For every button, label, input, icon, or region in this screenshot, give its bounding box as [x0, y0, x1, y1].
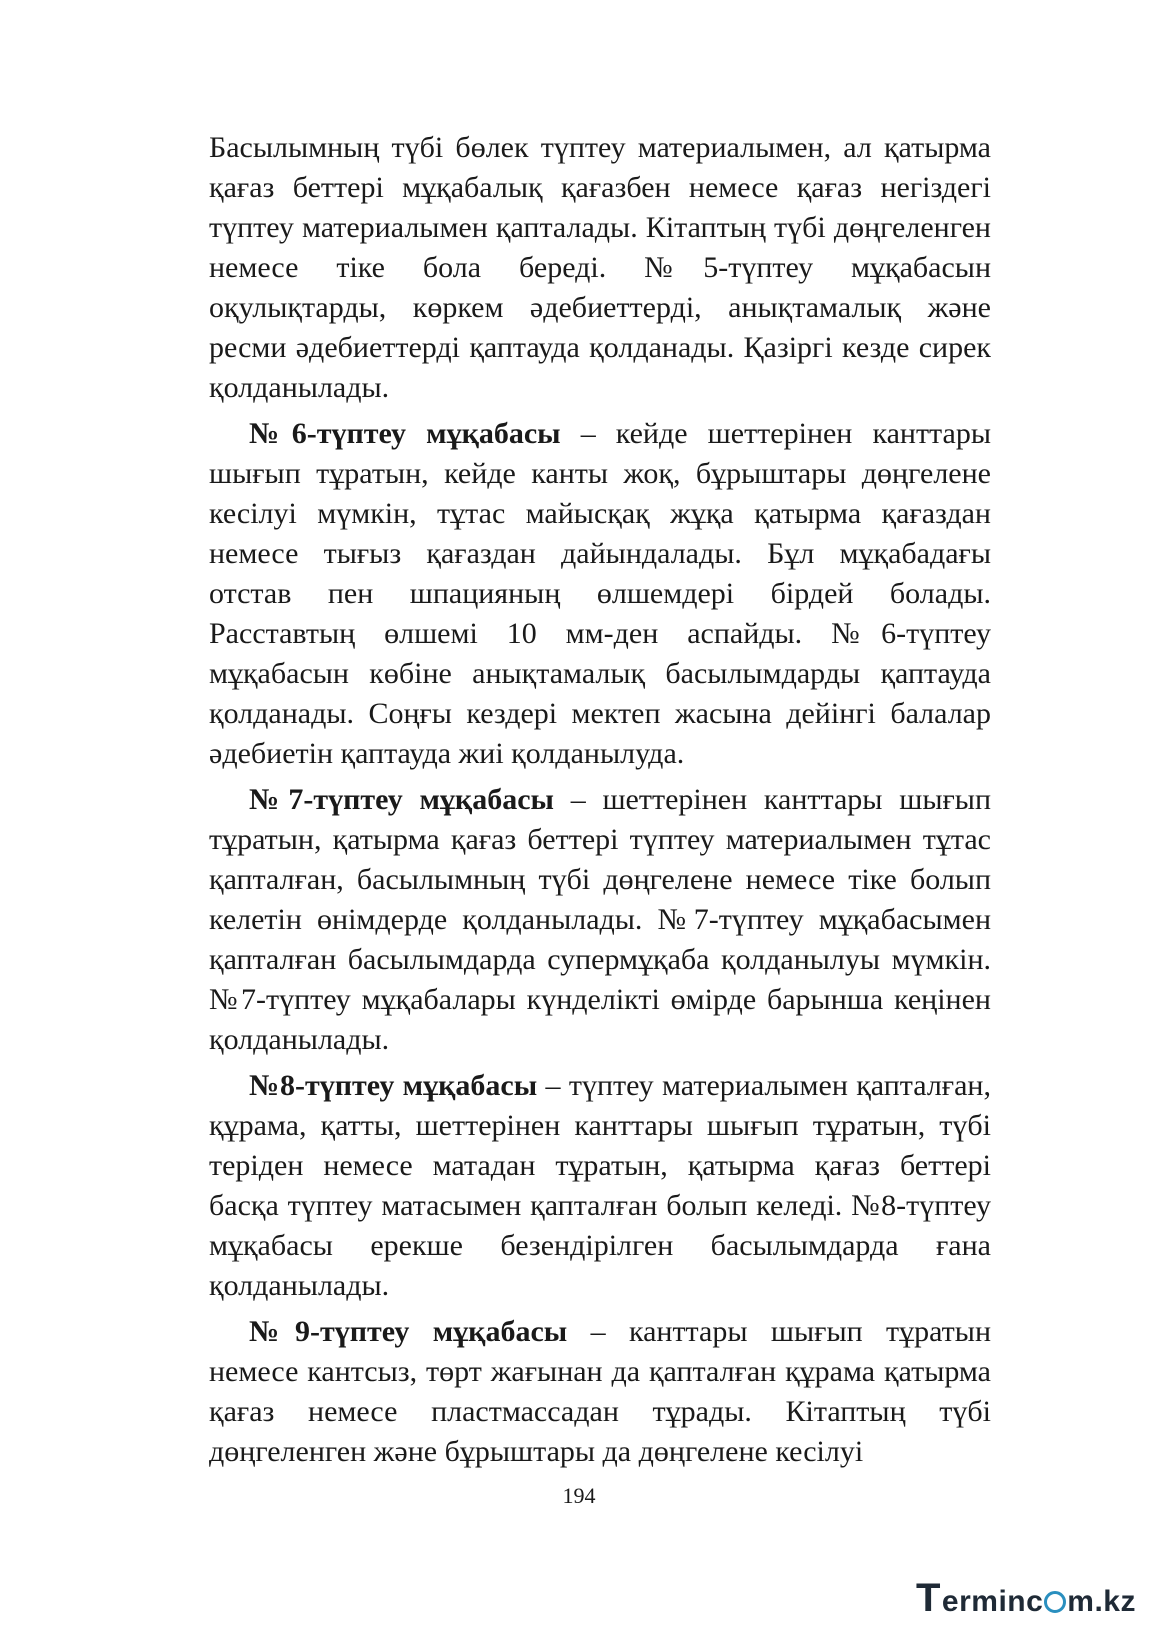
paragraph-4: [209, 1066, 991, 1306]
paragraph-5-term: №9-түптеу мұқабасы: [249, 1315, 568, 1348]
paragraph-4-text: – түптеу материалымен қапталған, құрама, қатты, шеттерінен канттары шығып тұратын, түбі теріден немесе матадан тұратын, қатырма қағаз беттері басқа түптеу матасымен қапталған болып келеді. №8-түптеу мұқабасы ерекше безендірілген басылымдарда ғана қолданылады.: [209, 1069, 991, 1302]
paragraph-5: [209, 1312, 991, 1472]
paragraph-5-text: – канттары шығып тұратын немесе кантсыз, төрт жағынан да қапталған құрама қатырма қағаз немесе пластмассадан тұрады. Кітаптың түбі дөңгеленген және бұрыштары да дөңгелене кесілуі: [209, 1315, 992, 1468]
paragraph-3: [209, 780, 991, 1060]
magnifier-icon: [1044, 1591, 1066, 1613]
paragraph-3-text: – шеттерінен канттары шығып тұратын, қатырма қағаз беттері түптеу материалымен тұтас қапталған, басылымның түбі дөңгелене немесе тіке болып келетін өнімдерде қолданылады. №7-түптеу мұқабасымен қапталған басылымдарда супермұқаба қолданылуы мүмкін. №7-түптеу мұқабалары күнделікті өмірде барынша кеңінен қолданылады.: [209, 783, 991, 1056]
paragraph-2: [209, 414, 991, 774]
page-number: 194: [562, 1483, 596, 1508]
document-page: [209, 128, 991, 1478]
paragraph-4-term: №8-түптеу мұқабасы: [249, 1069, 538, 1102]
paragraph-3-term: №7-түптеу мұқабасы: [249, 783, 554, 816]
watermark-logo: T erminc m.kz: [915, 1576, 1136, 1620]
paragraph-2-text: – кейде шеттерінен канттары шығып тұратын, кейде канты жоқ, бұрыштары дөңгелене кесілуі мүмкін, тұтас майысқақ жұқа қатырма қағаздан немесе тығыз қағаздан дайындалады. Бұл мұқабадағы отстав пен шпацияның өлшемдері бірдей болады. Расставтың өлшемі 10 мм-ден аспайды. №6-түптеу мұқабасын көбіне анықтамалық басылымдарды қаптауда қолданады. Соңғы кездері мектеп жасына дейінгі балалар әдебиетін қаптауда жиі қолданылуда.: [209, 417, 992, 770]
paragraph-1-text: Басылымның түбі бөлек түптеу материалымен, ал қатырма қағаз беттері мұқабалық қағазбен немесе қағаз негіздегі түптеу материалымен қапталады. Кітаптың түбі дөңгеленген немесе тіке бола береді. №5-түптеу мұқабасын оқулықтарды, көркем әдебиеттерді, анықтамалық және ресми әдебиеттерді қаптауда қолданады. Қазіргі кезде сирек қолданылады.: [209, 131, 991, 404]
paragraph-2-term: №6-түптеу мұқабасы: [249, 417, 561, 450]
paragraph-1: [209, 128, 991, 408]
